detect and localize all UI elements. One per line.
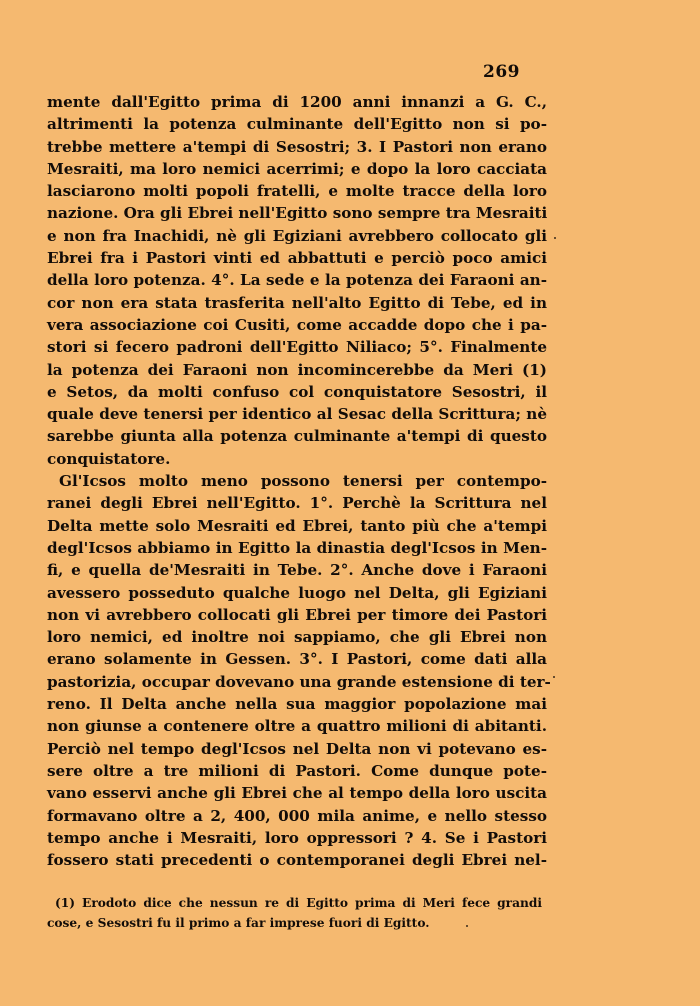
margin-speck bbox=[466, 925, 468, 927]
text-line: Mesraiti, ma loro nemici acerrimi; e dopo la loro cacciata bbox=[47, 159, 547, 178]
text-line: reno. Il Delta anche nella sua maggior popolazione mai bbox=[47, 695, 547, 714]
text-line: formavano oltre a 2, 400, 000 mila anime, e nello stesso bbox=[47, 806, 547, 825]
text-line: fossero stati precedenti o contemporanei degli Ebrei nel- bbox=[47, 851, 547, 870]
text-line: avessero posseduto qualche luogo nel Delta, gli Egiziani bbox=[47, 583, 547, 602]
text-line: stori si fecero padroni dell'Egitto Niliaco; 5°. Finalmente bbox=[47, 338, 547, 357]
text-line: degl'Icsos abbiamo in Egitto la dinastia degl'Icsos in Men- bbox=[47, 538, 547, 557]
text-line: e Setos, da molti confuso col conquistatore Sesostri, il bbox=[47, 382, 547, 401]
footnote-line: cose, e Sesostri fu il primo a far imprese fuori di Egitto. bbox=[47, 916, 430, 930]
text-line: pastorizia, occupar dovevano una grande estensione di ter- bbox=[47, 672, 551, 691]
text-line: fi, e quella de'Mesraiti in Tebe. 2°. Anche dove i Faraoni bbox=[47, 561, 547, 580]
text-line: vano esservi anche gli Ebrei che al tempo della loro uscita bbox=[47, 784, 547, 803]
text-line: Perciò nel tempo degl'Icsos nel Delta non vi potevano es- bbox=[47, 739, 547, 758]
text-line: loro nemici, ed inoltre noi sappiamo, che gli Ebrei non bbox=[47, 628, 547, 647]
text-line: della loro potenza. 4°. La sede e la potenza dei Faraoni an- bbox=[47, 271, 547, 290]
text-line: la potenza dei Faraoni non incomincerebbe da Meri (1) bbox=[47, 360, 547, 379]
text-line: lasciarono molti popoli fratelli, e molte tracce della loro bbox=[47, 182, 547, 201]
text-line: non vi avrebbero collocati gli Ebrei per timore dei Pastori bbox=[47, 605, 547, 624]
text-line: e non fra Inachidi, nè gli Egiziani avrebbero collocato gli bbox=[47, 226, 547, 245]
text-line: quale deve tenersi per identico al Sesac della Scrittura; nè bbox=[47, 405, 547, 424]
text-line: trebbe mettere a'tempi di Sesostri; 3. I Pastori non erano bbox=[47, 137, 547, 156]
text-line: sere oltre a tre milioni di Pastori. Come dunque pote- bbox=[47, 761, 547, 780]
text-line: Delta mette solo Mesraiti ed Ebrei, tanto più che a'tempi bbox=[47, 516, 547, 535]
text-line: mente dall'Egitto prima di 1200 anni innanzi a G. C., bbox=[47, 93, 547, 111]
text-line: non giunse a contenere oltre a quattro milioni di abitanti. bbox=[47, 717, 547, 736]
text-line: vera associazione coi Cusiti, come accadde dopo che i pa- bbox=[47, 315, 547, 334]
body-text bbox=[47, 91, 551, 871]
text-line: ranei degli Ebrei nell'Egitto. 1°. Perchè la Scrittura nel bbox=[47, 494, 547, 513]
text-line: nazione. Ora gli Ebrei nell'Egitto sono sempre tra Mesraiti bbox=[47, 204, 548, 223]
text-line: sarebbe giunta alla potenza culminante a'tempi di questo bbox=[47, 427, 547, 446]
text-line: Ebrei fra i Pastori vinti ed abbattuti e perciò poco amici bbox=[47, 249, 547, 268]
text-line: Gl'Icsos molto meno possono tenersi per contempo- bbox=[59, 472, 547, 491]
margin-speck bbox=[553, 676, 555, 678]
margin-speck bbox=[554, 237, 556, 239]
footnotes bbox=[47, 893, 542, 933]
page-number: 269 bbox=[483, 62, 520, 82]
text-line: altrimenti la potenza culminante dell'Egitto non si po- bbox=[47, 115, 547, 134]
text-line: erano solamente in Gessen. 3°. I Pastori, come dati alla bbox=[47, 650, 547, 669]
footnote-line: (1) Erodoto dice che nessun re di Egitto prima di Meri fece grandi bbox=[55, 896, 542, 910]
text-line: tempo anche i Mesraiti, loro oppressori ? 4. Se i Pastori bbox=[47, 828, 547, 847]
text-line: cor non era stata trasferita nell'alto Egitto di Tebe, ed in bbox=[47, 293, 547, 312]
text-line: conquistatore. bbox=[47, 449, 171, 468]
